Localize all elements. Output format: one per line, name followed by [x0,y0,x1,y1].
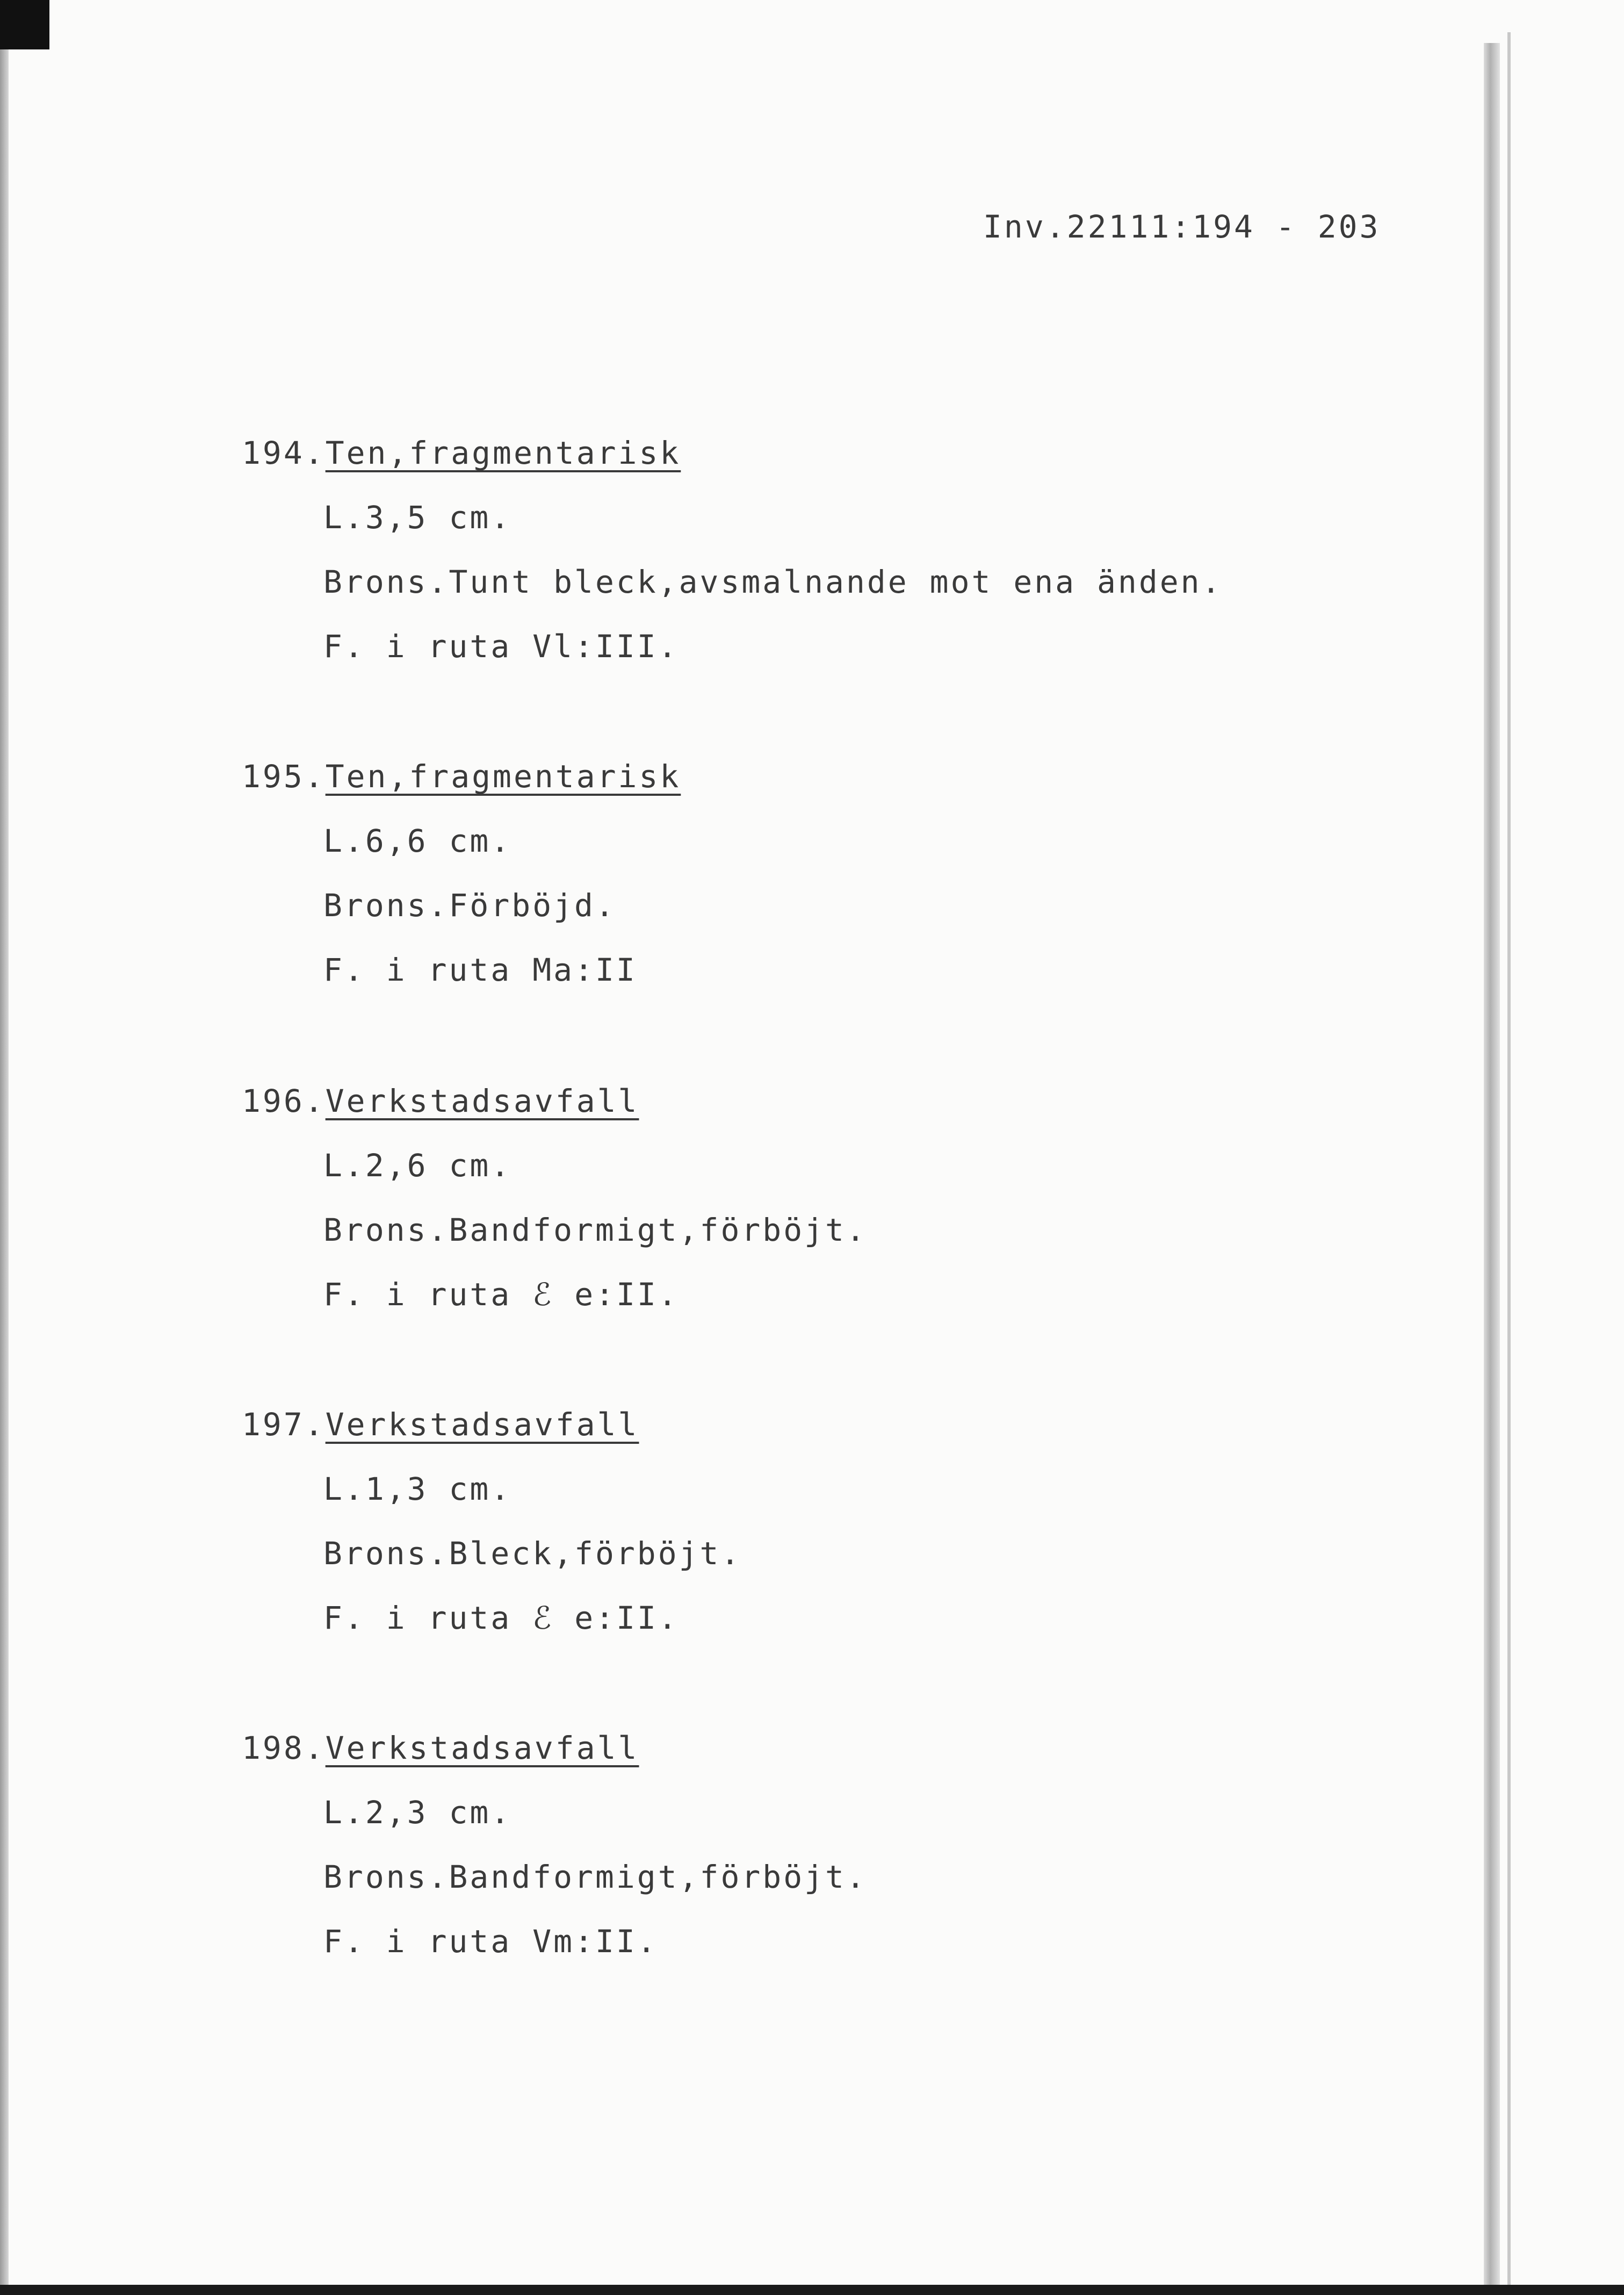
entry-title: Verkstadsavfall [325,1406,639,1443]
entry-title: Verkstadsavfall [325,1730,639,1766]
entry-number: 198. [242,1730,326,1766]
entry-find-location: F. i ruta ℰ e:II. [323,1600,679,1636]
entry-material: Brons.Bandformigt,förböjt. [323,1859,867,1895]
entry-find-location: F. i ruta ℰ e:II. [323,1276,679,1313]
entry-length: L.3,5 cm. [323,499,512,536]
entry-heading [242,1729,639,1767]
scan-binding-line [1507,32,1511,2295]
entry-material: Brons.Bleck,förböjt. [323,1535,742,1572]
scan-corner-mark [0,0,49,49]
scan-binding-shadow [1484,43,1500,2295]
entry-number: 196. [242,1083,326,1119]
entry-length: L.2,3 cm. [323,1794,512,1831]
scan-bottom-edge [0,2285,1624,2295]
entry-material: Brons.Förböjd. [323,887,616,924]
entry-number: 195. [242,758,326,795]
entry-heading [242,1082,639,1120]
entry-material: Brons.Bandformigt,förböjt. [323,1212,867,1248]
entry-title: Ten,fragmentarisk [325,758,681,795]
entry-material: Brons.Tunt bleck,avsmalnande mot ena änden. [323,564,1223,600]
inventory-number: Inv.22111:194 - 203 [983,208,1381,245]
entry-find-location: F. i ruta Vl:III. [323,628,679,665]
entry-length: L.6,6 cm. [323,823,512,859]
entry-number: 197. [242,1406,326,1443]
entry-find-location: F. i ruta Vm:II. [323,1923,658,1960]
entry-heading [242,434,681,472]
entry-title: Ten,fragmentarisk [325,435,681,471]
entry-heading [242,1406,639,1443]
entry-heading [242,758,681,795]
entry-find-location: F. i ruta Ma:II [323,952,637,988]
entry-number: 194. [242,435,326,471]
entry-length: L.2,6 cm. [323,1147,512,1184]
entry-length: L.1,3 cm. [323,1471,512,1507]
entry-title: Verkstadsavfall [325,1083,639,1119]
scan-left-edge [0,0,9,2295]
